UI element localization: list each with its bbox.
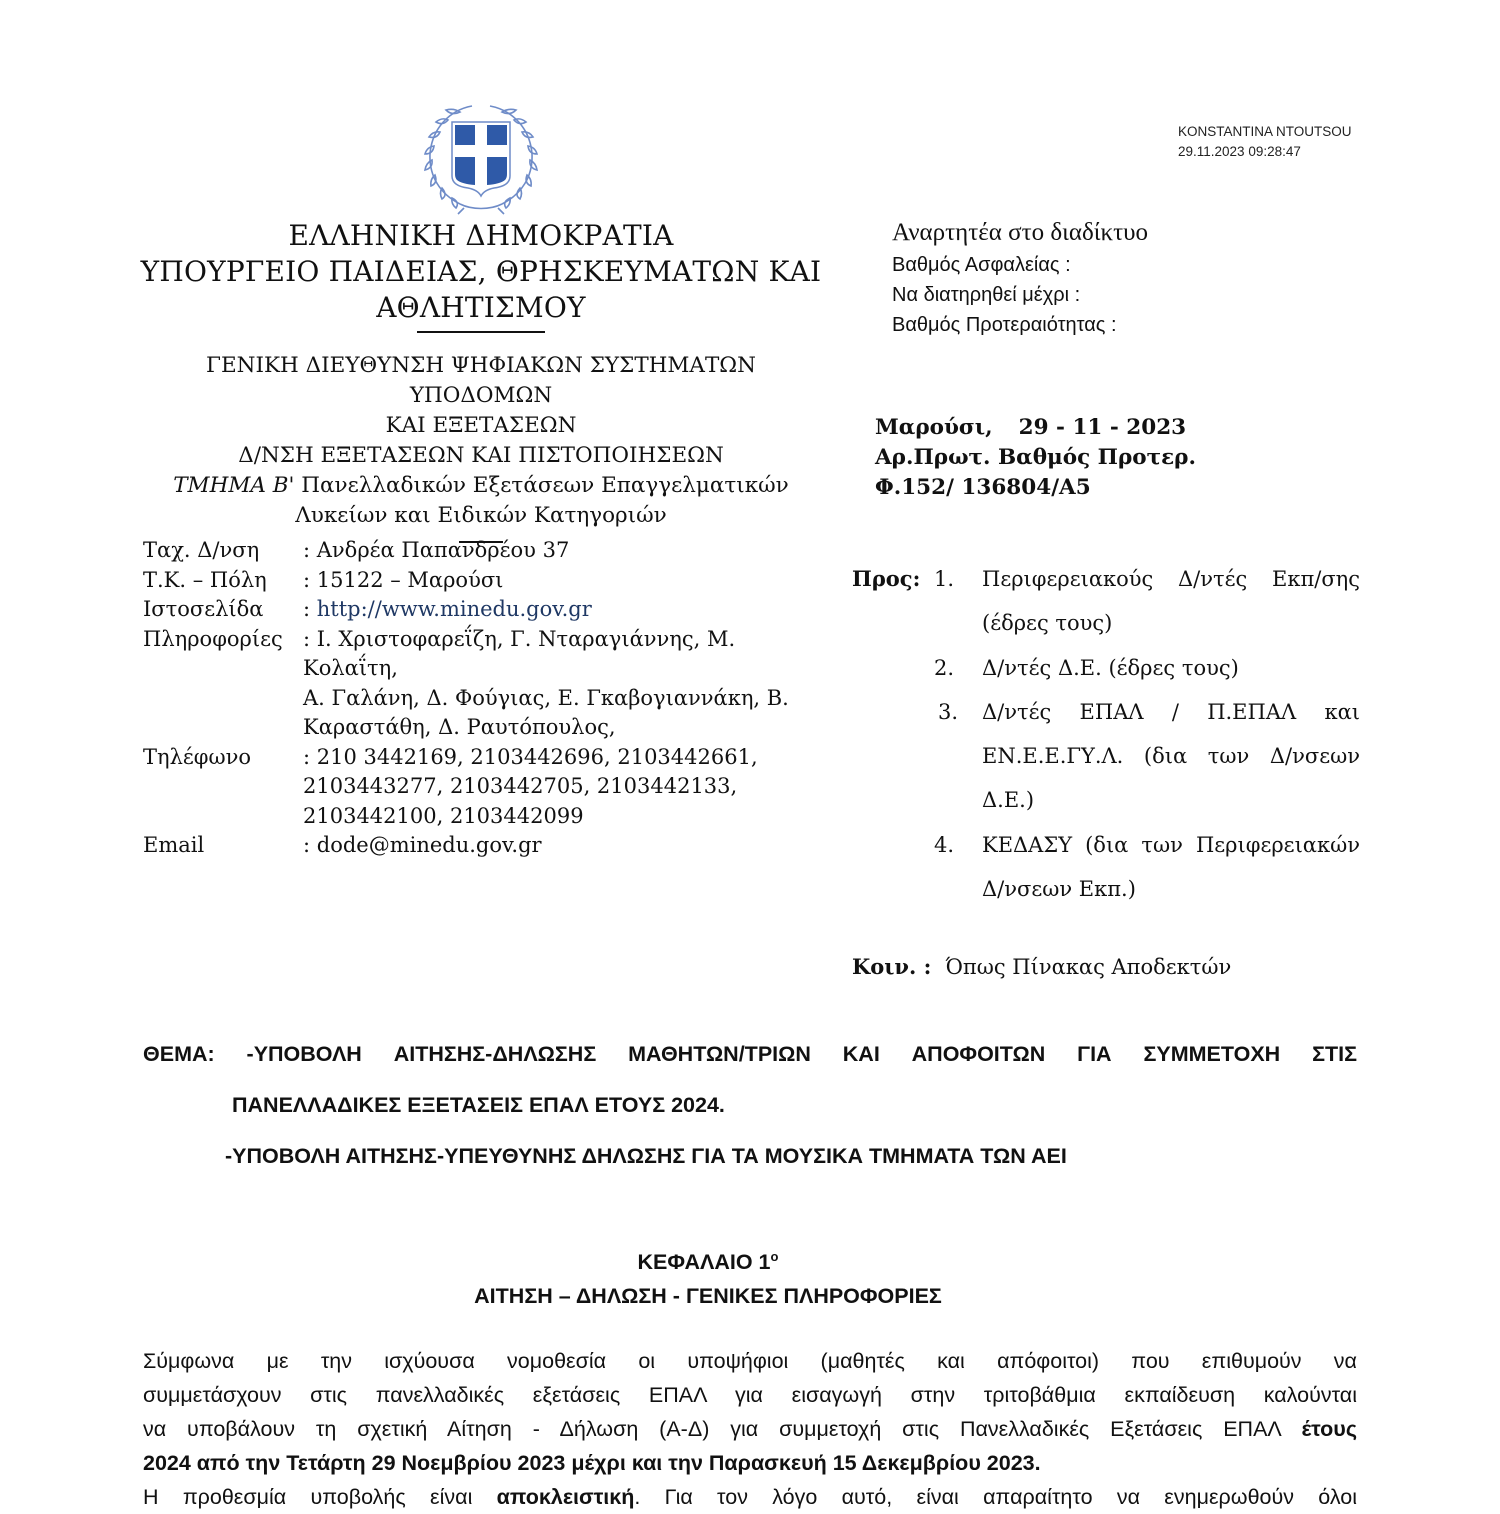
recipient-text: Περιφερειακούς Δ/ντές Εκπ/σης (έδρες τους) [982, 567, 1360, 635]
chapter-title: ΚΕΦΑΛΑΙΟ $1^o$ [637, 1249, 779, 1275]
phone-label: Τηλέφωνο [143, 744, 252, 769]
contact-info [143, 536, 833, 861]
subject-word: ΑΠΟΦΟΙΤΩΝ [911, 1042, 1046, 1066]
signer-name: KONSTANTINA NTOUTSOU [1178, 124, 1352, 139]
cc-line [852, 952, 1231, 982]
contact-row-email [143, 831, 833, 861]
subject-word: ΣΤΙΣ [1312, 1042, 1357, 1066]
security-level: Βαθμός Ασφαλείας : [892, 254, 1071, 276]
protocol-label: Αρ.Πρωτ. Βαθμός Προτερ. [875, 445, 1196, 470]
recipient-number: 2. [934, 656, 955, 680]
directorate-line1: ΓΕΝΙΚΗ ΔΙΕΥΘΥΝΣΗ ΨΗΦΙΑΚΩΝ ΣΥΣΤΗΜΑΤΩΝ ΥΠΟΔΟΜΩΝ [206, 353, 756, 408]
subject-line1 [143, 1036, 1357, 1072]
body-text [143, 1344, 1357, 1514]
phone-value [303, 743, 833, 832]
subject-line2: ΠΑΝΕΛΛΑΔΙΚΕΣ ΕΞΕΤΑΣΕΙΣ ΕΠΑΛ ΕΤΟΥΣ 2024. [232, 1093, 725, 1117]
info-line: Καραστάθη, Δ. Ραυτόπουλος, [303, 715, 616, 739]
document-classification [892, 216, 1148, 340]
priority-level: Βαθμός Προτεραιότητας : [892, 314, 1117, 336]
date-protocol-block [875, 413, 1196, 503]
greek-coat-of-arms-icon [420, 98, 542, 216]
info-value [303, 625, 833, 743]
department-line1 [140, 471, 822, 501]
contact-row-city [143, 566, 833, 596]
website-colon: : [303, 597, 317, 621]
contact-row-website [143, 595, 833, 625]
subject-label: ΘΕΜΑ: [143, 1042, 215, 1066]
subject-word: ΜΑΘΗΤΩΝ/ΤΡΙΩΝ [628, 1042, 811, 1066]
chapter-heading [143, 1240, 1273, 1313]
recipient-item [934, 557, 1360, 645]
recipient-text: Δ/ντές Δ.Ε. (έδρες τους) [982, 656, 1239, 680]
city-value: : 15122 – Μαρούσι [303, 567, 504, 592]
place: Μαρούσι, [875, 415, 993, 440]
recipient-item [934, 823, 1360, 911]
issuing-authority-header [140, 218, 822, 543]
contact-row-address [143, 536, 833, 566]
digital-signature-stamp [1178, 122, 1352, 162]
recipients-list [852, 562, 1360, 902]
email-label: Email [143, 833, 205, 857]
publish-online-note: Αναρτητέα στο διαδίκτυο [892, 219, 1148, 246]
phone-line: : 210 3442169, 2103442696, 2103442661, [303, 744, 758, 769]
recipient-text: ΚΕΔΑΣΥ (δια των Περιφερειακών Δ/νσεων Εκπ.) [982, 833, 1360, 901]
city-label: Τ.Κ. – Πόλη [143, 567, 267, 592]
cc-value: Όπως Πίνακας Αποδεκτών [945, 955, 1232, 979]
protocol-number: Φ.152/ 136804/Α5 [875, 475, 1091, 500]
info-label: Πληροφορίες [143, 626, 283, 651]
subject-line3: -ΥΠΟΒΟΛΗ ΑΙΤΗΣΗΣ-ΥΠΕΥΘΥΝΗΣ ΔΗΛΩΣΗΣ ΓΙΑ ΤΑ ΜΟΥΣΙΚΑ ΤΜΗΜΑΤΑ ΤΩΝ ΑΕΙ [225, 1144, 1067, 1168]
cc-label: Κοιν. : [852, 954, 932, 979]
country-name: ΕΛΛΗΝΙΚΗ ΔΗΜΟΚΡΑΤΙΑ [288, 219, 674, 252]
recipient-number: 3. [938, 700, 959, 724]
phone-line: 2103443277, 2103442705, 2103442133, [303, 774, 738, 798]
recipient-number: 4. [934, 833, 955, 857]
contact-row-phone [143, 743, 833, 832]
signature-timestamp: 29.11.2023 09:28:47 [1178, 144, 1301, 159]
address-value: : Ανδρέα Παπανδρέου 37 [303, 538, 570, 562]
email-value[interactable]: : dode@minedu.gov.gr [303, 833, 542, 857]
subject-word: -ΥΠΟΒΟΛΗ [246, 1042, 362, 1066]
department-line2: Λυκείων και Ειδικών Κατηγοριών [295, 503, 667, 528]
directorate-line2: ΚΑΙ ΕΞΕΤΑΣΕΩΝ [385, 413, 577, 438]
department-prefix: ΤΜΗΜΑ Β' [173, 473, 295, 498]
subject-block [143, 1036, 1357, 1174]
recipient-text: Δ/ντές ΕΠΑΛ / Π.ΕΠΑΛ και ΕΝ.Ε.Ε.ΓΥ.Λ. (δια των Δ/νσεων Δ.Ε.) [982, 700, 1360, 812]
paragraph-1: Σύμφωνα με την ισχύουσα νομοθεσία οι υποψήφιοι (μαθητές και απόφοιτοι) που επιθυμούν να συμμετάσχουν στις πανελλαδικές εξετάσεις ΕΠΑΛ για εισαγωγή στην τριτοβάθμια εκπαίδευση καλούνται να υποβάλουν τη σχετική Αίτηση - Δήλωση (Α-Δ) για συμμετοχή στις Πανελλαδικές Εξετάσεις ΕΠΑΛ έτους 2024 από την Τετάρτη 29 Νοεμβρίου 2023 μέχρι και την Παρασκευή 15 Δεκεμβρίου 2023. [143, 1349, 1357, 1475]
retention-period: Να διατηρηθεί μέχρι : [892, 284, 1081, 306]
contact-row-info [143, 625, 833, 743]
place-date [875, 413, 1196, 443]
division-name: Δ/ΝΣΗ ΕΞΕΤΑΣΕΩΝ ΚΑΙ ΠΙΣΤΟΠΟΙΗΣΕΩΝ [238, 443, 724, 468]
subject-word: ΚΑΙ [842, 1042, 880, 1066]
document-date: 29 - 11 - 2023 [1018, 415, 1187, 440]
ministry-name-line1: ΥΠΟΥΡΓΕΙΟ ΠΑΙΔΕΙΑΣ, ΘΡΗΣΚΕΥΜΑΤΩΝ ΚΑΙ [140, 255, 822, 288]
info-line: : Ι. Χριστοφαρεΐζη, Γ. Νταραγιάννης, Μ. Κολαΐτη, [303, 626, 736, 680]
website-link[interactable]: http://www.minedu.gov.gr [316, 597, 592, 621]
chapter-subtitle: ΑΙΤΗΣΗ – ΔΗΛΩΣΗ - ΓΕΝΙΚΕΣ ΠΛΗΡΟΦΟΡΙΕΣ [474, 1284, 942, 1309]
subject-word: ΣΥΜΜΕΤΟΧΗ [1143, 1042, 1281, 1066]
info-line: Α. Γαλάνη, Δ. Φούγιας, Ε. Γκαβογιαννάκη, Β. [303, 685, 789, 710]
department-name: Πανελλαδικών Εξετάσεων Επαγγελματικών [294, 473, 789, 498]
recipient-item [934, 646, 1360, 690]
paragraph-2: Η προθεσμία υποβολής είναι αποκλειστική. Για τον λόγο αυτό, είναι απαραίτητο να ενημερωθούν όλοι [143, 1485, 1357, 1509]
subject-word: ΑΙΤΗΣΗΣ-ΔΗΛΩΣΗΣ [393, 1042, 597, 1066]
subject-word: ΓΙΑ [1077, 1042, 1112, 1066]
ministry-name-line2: ΑΘΛΗΤΙΣΜΟΥ [376, 291, 586, 324]
phone-line: 2103442100, 2103442099 [303, 803, 584, 828]
header-divider [417, 331, 545, 333]
recipient-number: 1. [934, 567, 955, 591]
address-label: Ταχ. Δ/νση [143, 538, 260, 562]
website-label: Ιστοσελίδα [143, 597, 264, 621]
recipients-label: Προς: [852, 566, 921, 591]
recipient-item [934, 690, 1360, 822]
